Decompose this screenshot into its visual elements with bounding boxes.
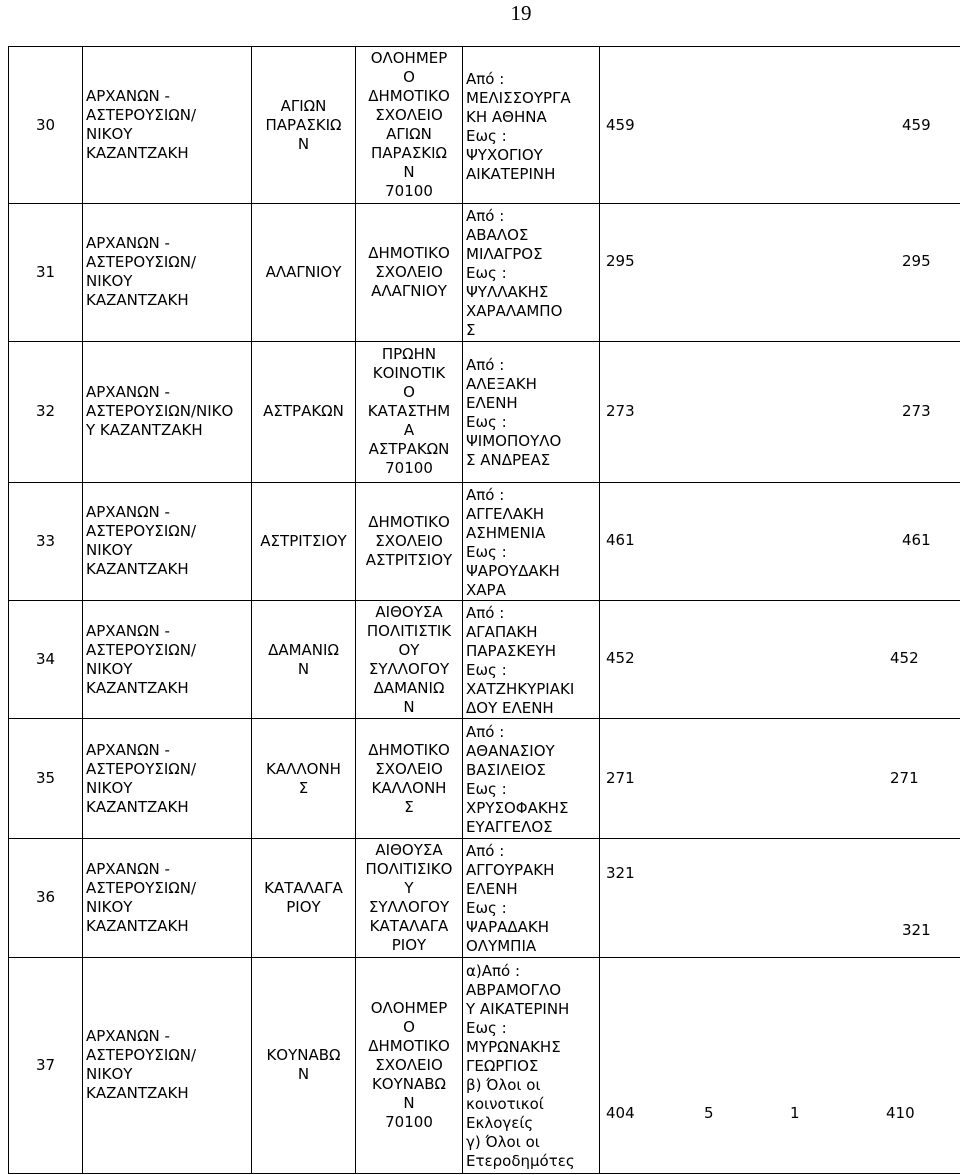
text-line: 70100: [385, 1112, 433, 1131]
text-line: Ν: [297, 659, 310, 678]
voter-count: 295: [902, 251, 931, 270]
community-cell: [252, 482, 356, 600]
text-line: ΑΡΧΑΝΩΝ -: [86, 87, 170, 106]
municipality-cell: [83, 839, 252, 957]
text-line: ΜΙΛΑΓΡΟΣ: [466, 245, 543, 264]
text-line: ΕΥΑΓΓΕΛΟΣ: [466, 818, 553, 837]
table-row: [9, 482, 960, 600]
text-line: Υ: [404, 878, 414, 897]
polling-place-cell: [356, 204, 463, 341]
text-line: α)Από :: [466, 962, 521, 981]
voter-range-cell: [463, 341, 600, 482]
text-line: ΨΥΛΛΑΚΗΣ: [466, 283, 549, 302]
text-line: ΑΣΤΡΙΤΣΙΟΥ: [260, 531, 347, 550]
voter-range-cell: [463, 482, 600, 600]
voter-count: 321: [902, 921, 931, 940]
text-line: Εως :: [466, 126, 507, 145]
text-line: ΚΟΥΝΑΒΩ: [266, 1046, 341, 1065]
text-line: Ν: [403, 163, 415, 182]
text-line: ΑΡΧΑΝΩΝ -: [86, 383, 170, 402]
text-line: ΚΑΖΑΝΤΖΑΚΗ: [86, 916, 189, 935]
text-line: ΣΧΟΛΕΙΟ: [375, 759, 443, 778]
community-cell: [252, 719, 356, 839]
text-line: ΚΑΤΑΣΤΗΜ: [367, 402, 451, 421]
station-number-cell: [9, 600, 83, 718]
text-line: ΑΡΧΑΝΩΝ -: [86, 621, 170, 640]
text-line: Από :: [466, 207, 505, 226]
polling-place-cell: [356, 341, 463, 482]
text-line: ΑΓΑΠΑΚΗ: [466, 623, 538, 642]
text-line: ΨΥΧΟΓΙΟΥ: [466, 145, 543, 164]
polling-place-cell: [356, 482, 463, 600]
community-cell: [252, 341, 356, 482]
table-row: [9, 719, 960, 839]
text-line: ΑΣΤΕΡΟΥΣΙΩΝ/: [86, 759, 197, 778]
text-line: ΚΑΛΛΟΝΗ: [266, 759, 341, 778]
text-line: ΚΑΖΑΝΤΖΑΚΗ: [86, 291, 189, 310]
counts-cell: [600, 839, 960, 957]
text-line: ΑΣΗΜΕΝΙΑ: [466, 523, 546, 542]
text-line: ΣΧΟΛΕΙΟ: [375, 106, 443, 125]
municipality-cell: [83, 47, 252, 204]
voter-count: 452: [606, 648, 635, 667]
text-line: ΑΒΡΑΜΟΓΛΟ: [466, 981, 562, 1000]
voter-count: 5: [704, 1103, 714, 1122]
station-number-cell: [9, 482, 83, 600]
voter-count: 271: [890, 769, 919, 788]
text-line: ΠΟΛΙΤΙΣΤΙΚ: [366, 621, 452, 640]
text-line: ΜΕΛΙΣΣΟΥΡΓΑ: [466, 88, 571, 107]
text-line: ΑΣΤΕΡΟΥΣΙΩΝ/: [86, 253, 197, 272]
text-line: ΚΑΖΑΝΤΖΑΚΗ: [86, 1084, 189, 1103]
text-line: κοινοτικοί: [466, 1095, 544, 1114]
text-line: ΣΧΟΛΕΙΟ: [375, 262, 443, 281]
text-line: Ν: [403, 1093, 415, 1112]
community-cell: [252, 600, 356, 718]
text-line: ΣΧΟΛΕΙΟ: [375, 531, 443, 550]
text-line: ΑΙΘΟΥΣΑ: [375, 602, 443, 621]
text-line: ΑΣΤΕΡΟΥΣΙΩΝ/: [86, 878, 197, 897]
polling-place-cell: [356, 839, 463, 957]
polling-place-cell: [356, 719, 463, 839]
text-line: ΑΡΧΑΝΩΝ -: [86, 503, 170, 522]
text-line: ΓΕΩΡΓΙΟΣ: [466, 1057, 539, 1076]
text-line: ΡΙΟΥ: [286, 897, 321, 916]
text-line: Εως :: [466, 899, 507, 918]
text-line: ΜΥΡΩΝΑΚΗΣ: [466, 1038, 561, 1057]
text-line: ΟΥ: [398, 640, 420, 659]
text-line: Ν: [297, 134, 310, 153]
text-line: ΔΑΜΑΝΙΩ: [373, 678, 445, 697]
text-line: Υ ΚΑΖΑΝΤΖΑΚΗ: [86, 421, 203, 440]
station-number: 35: [35, 769, 56, 788]
counts-cell: [600, 482, 960, 600]
table-row: [9, 600, 960, 718]
text-line: ΠΑΡΑΣΚΙΩ: [370, 144, 448, 163]
text-line: ΑΡΧΑΝΩΝ -: [86, 1027, 170, 1046]
text-line: Από :: [466, 604, 505, 623]
text-line: β) Όλοι οι: [466, 1076, 541, 1095]
voter-count: 1: [790, 1103, 800, 1122]
voter-range-cell: [463, 47, 600, 204]
counts-cell: [600, 204, 960, 341]
text-line: ΑΘΑΝΑΣΙΟΥ: [466, 742, 555, 761]
text-line: ΕΛΕΝΗ: [466, 880, 518, 899]
text-line: Σ: [404, 797, 414, 816]
text-line: ΑΣΤΡΑΚΩΝ: [263, 402, 344, 421]
text-line: ΕΛΕΝΗ: [466, 394, 518, 413]
text-line: ΧΑΡΑΛΑΜΠΟ: [466, 302, 563, 321]
text-line: ΝΙΚΟΥ: [86, 125, 133, 144]
text-line: Εως :: [466, 413, 507, 432]
text-line: ΝΙΚΟΥ: [86, 659, 133, 678]
text-line: Ο: [403, 68, 415, 87]
text-line: ΑΡΧΑΝΩΝ -: [86, 234, 170, 253]
municipality-cell: [83, 482, 252, 600]
community-cell: [252, 204, 356, 341]
text-line: Α: [403, 421, 415, 440]
text-line: ΟΛΥΜΠΙΑ: [466, 937, 537, 956]
text-line: ΝΙΚΟΥ: [86, 541, 133, 560]
text-line: ΡΙΟΥ: [391, 935, 427, 954]
text-line: ΔΗΜΟΤΙΚΟ: [368, 512, 450, 531]
text-line: ΧΑΡΑ: [466, 580, 506, 599]
municipality-cell: [83, 204, 252, 341]
text-line: ΚΑΖΑΝΤΖΑΚΗ: [86, 144, 189, 163]
text-line: ΧΑΤΖΗΚΥΡΙΑΚΙ: [466, 680, 575, 699]
station-number: 32: [35, 402, 56, 421]
text-line: Εως :: [466, 780, 507, 799]
text-line: Από :: [466, 356, 505, 375]
text-line: ΚΗ ΑΘΗΝΑ: [466, 107, 547, 126]
table-row: [9, 957, 960, 1173]
text-line: ΔΟΥ ΕΛΕΝΗ: [466, 699, 554, 718]
counts-cell: [600, 957, 960, 1173]
text-line: 70100: [385, 459, 433, 478]
text-line: Από :: [466, 723, 505, 742]
counts-cell: [600, 600, 960, 718]
text-line: Ο: [403, 1017, 415, 1036]
station-number: 36: [35, 888, 56, 907]
text-line: ΑΡΧΑΝΩΝ -: [86, 740, 170, 759]
text-line: Εως :: [466, 264, 507, 283]
table-row: [9, 47, 960, 204]
text-line: ΑΣΤΡΑΚΩΝ: [368, 440, 450, 459]
text-line: ΚΑΤΑΛΑΓΑ: [264, 878, 343, 897]
text-line: Εως :: [466, 542, 507, 561]
text-line: ΨΑΡΑΔΑΚΗ: [466, 918, 550, 937]
table-row: [9, 204, 960, 341]
text-line: ΣΥΛΛΟΓΟΥ: [368, 897, 450, 916]
text-line: ΠΟΛΙΤΙΣΙΚΟ: [365, 859, 453, 878]
text-line: ΑΡΧΑΝΩΝ -: [86, 859, 170, 878]
page-number: 19: [510, 1, 532, 25]
station-number-cell: [9, 341, 83, 482]
polling-place-cell: [356, 600, 463, 718]
station-number-cell: [9, 47, 83, 204]
text-line: ΑΣΤΕΡΟΥΣΙΩΝ/: [86, 1046, 197, 1065]
text-line: ΚΑΖΑΝΤΖΑΚΗ: [86, 797, 189, 816]
text-line: ΑΓΙΩΝ: [386, 125, 432, 144]
text-line: ΝΙΚΟΥ: [86, 1065, 133, 1084]
voter-count: 410: [886, 1103, 915, 1122]
text-line: Ετεροδημότες: [466, 1152, 575, 1171]
text-line: ΝΙΚΟΥ: [86, 897, 133, 916]
voter-count: 404: [606, 1103, 635, 1122]
text-line: ΚΑΖΑΝΤΖΑΚΗ: [86, 560, 189, 579]
text-line: ΟΛΟΗΜΕΡ: [370, 998, 448, 1017]
text-line: ΔΑΜΑΝΙΩ: [268, 640, 339, 659]
voter-count: 295: [606, 251, 635, 270]
text-line: Σ: [466, 321, 476, 340]
table-body: [9, 47, 960, 1174]
polling-place-cell: [356, 47, 463, 204]
text-line: ΑΒΑΛΟΣ: [466, 226, 529, 245]
voter-range-cell: [463, 839, 600, 957]
municipality-cell: [83, 341, 252, 482]
text-line: Από :: [466, 69, 505, 88]
voter-range-cell: [463, 719, 600, 839]
voter-count: 271: [606, 769, 635, 788]
text-line: ΒΑΣΙΛΕΙΟΣ: [466, 761, 546, 780]
text-line: Υ ΑΙΚΑΤΕΡΙΝΗ: [466, 1000, 570, 1019]
text-line: ΑΙΚΑΤΕΡΙΝΗ: [466, 164, 556, 183]
municipality-cell: [83, 719, 252, 839]
voter-count: 452: [890, 648, 919, 667]
text-line: ΣΥΛΛΟΓΟΥ: [368, 659, 450, 678]
text-line: Ν: [297, 1065, 310, 1084]
text-line: ΔΗΜΟΤΙΚΟ: [368, 87, 450, 106]
text-line: Από :: [466, 842, 505, 861]
station-number-cell: [9, 839, 83, 957]
station-number: 33: [35, 531, 56, 550]
text-line: ΔΗΜΟΤΙΚΟ: [368, 243, 450, 262]
text-line: Εως :: [466, 661, 507, 680]
text-line: ΧΡΥΣΟΦΑΚΗΣ: [466, 799, 569, 818]
municipality-cell: [83, 600, 252, 718]
table-row: [9, 839, 960, 957]
text-line: ΑΛΑΓΝΙΟΥ: [371, 281, 447, 300]
text-line: Ο: [403, 383, 415, 402]
text-line: ΑΙΘΟΥΣΑ: [375, 840, 443, 859]
text-line: ΑΓΓΕΛΑΚΗ: [466, 504, 545, 523]
text-line: ΑΣΤΡΙΤΣΙΟΥ: [365, 550, 453, 569]
station-number: 34: [35, 650, 56, 669]
text-line: ΟΛΟΗΜΕΡ: [370, 49, 448, 68]
text-line: Εκλογείς: [466, 1114, 534, 1133]
community-cell: [252, 839, 356, 957]
text-line: ΑΣΤΕΡΟΥΣΙΩΝ/ΝΙΚΟ: [86, 402, 234, 421]
text-line: Εως :: [466, 1019, 507, 1038]
text-line: Σ: [298, 778, 309, 797]
text-line: γ) Όλοι οι: [466, 1133, 540, 1152]
text-line: ΚΑΖΑΝΤΖΑΚΗ: [86, 678, 189, 697]
text-line: Σ ΑΝΔΡΕΑΣ: [466, 451, 551, 470]
text-line: ΠΑΡΑΣΚΙΩ: [265, 115, 342, 134]
voter-count: 461: [902, 531, 931, 550]
text-line: ΔΗΜΟΤΙΚΟ: [368, 740, 450, 759]
text-line: Ν: [403, 697, 415, 716]
text-line: ΝΙΚΟΥ: [86, 272, 133, 291]
voter-count: 273: [606, 402, 635, 420]
counts-cell: [600, 47, 960, 204]
text-line: ΔΗΜΟΤΙΚΟ: [368, 1036, 450, 1055]
text-line: ΚΑΤΑΛΑΓΑ: [369, 916, 449, 935]
text-line: Από :: [466, 485, 505, 504]
station-number-cell: [9, 719, 83, 839]
counts-cell: [600, 341, 960, 482]
text-line: ΚΟΥΝΑΒΩ: [371, 1074, 447, 1093]
voter-count: 461: [606, 531, 635, 550]
voter-count: 321: [606, 864, 635, 883]
text-line: ΚΑΛΛΟΝΗ: [371, 778, 447, 797]
text-line: ΠΑΡΑΣΚΕΥΗ: [466, 642, 557, 661]
voter-count: 273: [902, 402, 931, 420]
counts-cell: [600, 719, 960, 839]
voter-range-cell: [463, 600, 600, 718]
text-line: ΑΣΤΕΡΟΥΣΙΩΝ/: [86, 106, 197, 125]
station-number: 37: [35, 1055, 56, 1074]
text-line: 70100: [385, 182, 433, 201]
text-line: ΚΟΙΝΟΤΙΚ: [372, 364, 446, 383]
municipality-cell: [83, 957, 252, 1173]
text-line: ΑΓΓΟΥΡΑΚΗ: [466, 861, 555, 880]
station-number: 30: [35, 115, 56, 134]
voter-range-cell: [463, 957, 600, 1173]
station-number: 31: [35, 262, 56, 281]
voter-count: 459: [902, 115, 931, 134]
table-row: [9, 341, 960, 482]
polling-stations-table: [8, 46, 960, 1174]
text-line: ΨΑΡΟΥΔΑΚΗ: [466, 561, 560, 580]
polling-place-cell: [356, 957, 463, 1173]
community-cell: [252, 957, 356, 1173]
text-line: ΑΓΙΩΝ: [280, 96, 327, 115]
text-line: ΠΡΩΗΝ: [381, 345, 437, 364]
text-line: ΑΛΑΓΝΙΟΥ: [265, 262, 342, 281]
text-line: ΑΣΤΕΡΟΥΣΙΩΝ/: [86, 640, 197, 659]
community-cell: [252, 47, 356, 204]
text-line: ΣΧΟΛΕΙΟ: [375, 1055, 443, 1074]
text-line: ΑΣΤΕΡΟΥΣΙΩΝ/: [86, 522, 197, 541]
voter-range-cell: [463, 204, 600, 341]
voter-count: 459: [606, 115, 635, 134]
station-number-cell: [9, 204, 83, 341]
text-line: ΝΙΚΟΥ: [86, 778, 133, 797]
text-line: ΨΙΜΟΠΟΥΛΟ: [466, 432, 562, 451]
text-line: ΑΛΕΞΑΚΗ: [466, 375, 537, 394]
station-number-cell: [9, 957, 83, 1173]
